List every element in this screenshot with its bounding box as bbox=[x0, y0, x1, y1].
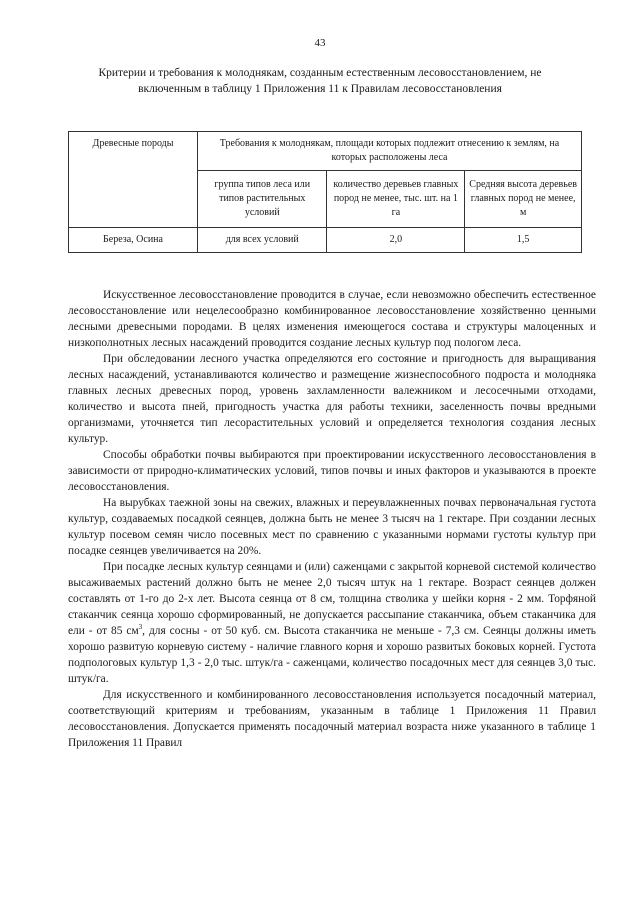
superscript: 3 bbox=[138, 623, 143, 632]
paragraph: Искусственное лесовосстановление проводится в случае, если невозможно обеспечить естественное лесовосстановление или нецелесообразно комбинированное лесовосстановление хозяйственно ценными лесными древесными породами. В целях изменения имеющегося состава и структуры малоценных и низкополнотных лесных насаждений проводится создание лесных культур под пологом леса. bbox=[68, 289, 596, 349]
page-title: Критерии и требования к молоднякам, созданным естественным лесовосстановлением, не включенным в таблицу 1 Приложения 11 к Правилам лесовосстановления bbox=[98, 67, 542, 95]
forest-type-subheader: группа типов леса или типов растительных условий bbox=[198, 171, 327, 228]
table-header-row bbox=[69, 132, 582, 171]
paragraph: Для искусственного и комбинированного лесовосстановления используется посадочный материал, соответствующий критериям и требованиям, указанным в таблице 1 Приложения 11 Правил лесовосстановления. Допускается применять посадочный материал возраста ниже указанного в таблице 1 Приложения 11 Правил bbox=[68, 689, 596, 749]
page-number: 43 bbox=[314, 37, 326, 49]
tree-count-subheader: количество деревьев главных пород не менее, тыс. шт. на 1 га bbox=[327, 171, 465, 228]
paragraph bbox=[68, 559, 596, 687]
count-cell: 2,0 bbox=[327, 228, 465, 253]
criteria-table bbox=[68, 131, 582, 253]
requirements-header: Требования к молоднякам, площади которых подлежит отнесению к землям, на которых расположены леса bbox=[198, 132, 582, 171]
paragraph: На вырубках таежной зоны на свежих, влажных и переувлажненных почвах первоначальная густота культур, создаваемых посадкой сеянцев, должна быть не менее 3 тысяч на 1 гектаре. При создании лесных культур посевом семян число посевных мест по сравнению с указанными нормами густоты культур при посадке сеянцев увеличивается на 20%. bbox=[68, 497, 596, 557]
tree-height-subheader: Средняя высота деревьев главных пород не менее, м bbox=[465, 171, 582, 228]
table-row bbox=[69, 228, 582, 253]
body-text bbox=[68, 287, 596, 751]
species-cell: Береза, Осина bbox=[69, 228, 198, 253]
conditions-cell: для всех условий bbox=[198, 228, 327, 253]
paragraph: При обследовании лесного участка определяются его состояние и пригодность для выращивания лесных насаждений, устанавливаются количество и размещение жизнеспособного подроста и молодняка главных лесных древесных пород, уровень захламленности валежником и лесосечными отходами, количество и высота пней, пригодность участка для работы техники, заселенность почвы вредными организмами, уточняется тип лесорастительных условий и определяется технология создания лесных культур. bbox=[68, 353, 596, 445]
paragraph-text: , для сосны - от 50 куб. см. Высота стаканчика не меньше - 7,3 см. Сеянцы должны иметь хорошо развитую корневую систему - наличие главного корня и хорошо развитых боковых корней. Густота подпологовых культур 1,3 - 2,0 тыс. штук/га - саженцами, количество посадочных мест для сеянцев 3,0 тыс. штук/га. bbox=[68, 625, 596, 685]
species-header: Древесные породы bbox=[69, 132, 198, 228]
paragraph: Способы обработки почвы выбираются при проектировании искусственного лесовосстановления в зависимости от природно-климатических условий, типов почвы и иных факторов и указываются в проекте лесовосстановления. bbox=[68, 449, 596, 493]
paragraph-text: При посадке лесных культур сеянцами и (или) саженцами с закрытой корневой системой количество высаживаемых растений должно быть не менее 2,0 тысяч штук на 1 гектаре. Возраст сеянцев должен составлять от 1-го до 2-х лет. Высота сеянца от 8 см, толщина стволика у шейки корня - 2 мм. Торфяной стаканчик сеянца хорошо сформированный, не допускается рассыпание стаканчика, объем стаканчика для ели - от 85 см bbox=[68, 561, 596, 637]
height-cell: 1,5 bbox=[465, 228, 582, 253]
